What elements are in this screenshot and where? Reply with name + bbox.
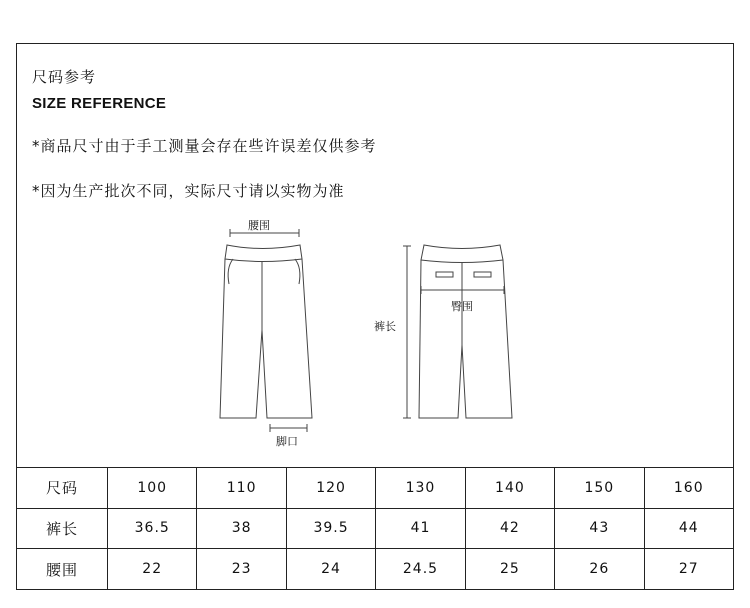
table-cell: 41 [376, 508, 465, 549]
table-row [17, 549, 734, 590]
measurement-note: *商品尺寸由于手工测量会存在些许误差仅供参考 [32, 137, 377, 155]
table-cell: 24.5 [376, 549, 465, 590]
hip-label: 臀围 [451, 300, 473, 313]
table-row [17, 508, 734, 549]
pants-front-illustration [220, 229, 312, 432]
length-label: 裤长 [374, 320, 396, 333]
table-cell: 25 [465, 549, 554, 590]
table-cell: 100 [108, 468, 197, 509]
table-row [17, 468, 734, 509]
table-cell: 150 [555, 468, 644, 509]
row-header: 腰围 [17, 549, 108, 590]
table-cell: 43 [555, 508, 644, 549]
table-cell: 39.5 [286, 508, 375, 549]
hem-label: 脚口 [276, 435, 298, 448]
table-cell: 42 [465, 508, 554, 549]
table-cell: 23 [197, 549, 286, 590]
row-header: 裤长 [17, 508, 108, 549]
page-title-cn: 尺码参考 [32, 68, 97, 86]
table-cell: 44 [644, 508, 733, 549]
waist-label: 腰围 [248, 219, 270, 232]
table-cell: 22 [108, 549, 197, 590]
table-cell: 120 [286, 468, 375, 509]
table-cell: 27 [644, 549, 733, 590]
page-title-en: SIZE REFERENCE [32, 95, 167, 112]
table-cell: 140 [465, 468, 554, 509]
table-cell: 38 [197, 508, 286, 549]
table-cell: 26 [555, 549, 644, 590]
table-cell: 24 [286, 549, 375, 590]
table-cell: 36.5 [108, 508, 197, 549]
table-cell: 130 [376, 468, 465, 509]
pants-back-illustration [403, 245, 512, 418]
batch-note: *因为生产批次不同，实际尺寸请以实物为准 [32, 182, 345, 200]
size-table [16, 467, 734, 590]
row-header: 尺码 [17, 468, 108, 509]
table-cell: 110 [197, 468, 286, 509]
table-cell: 160 [644, 468, 733, 509]
